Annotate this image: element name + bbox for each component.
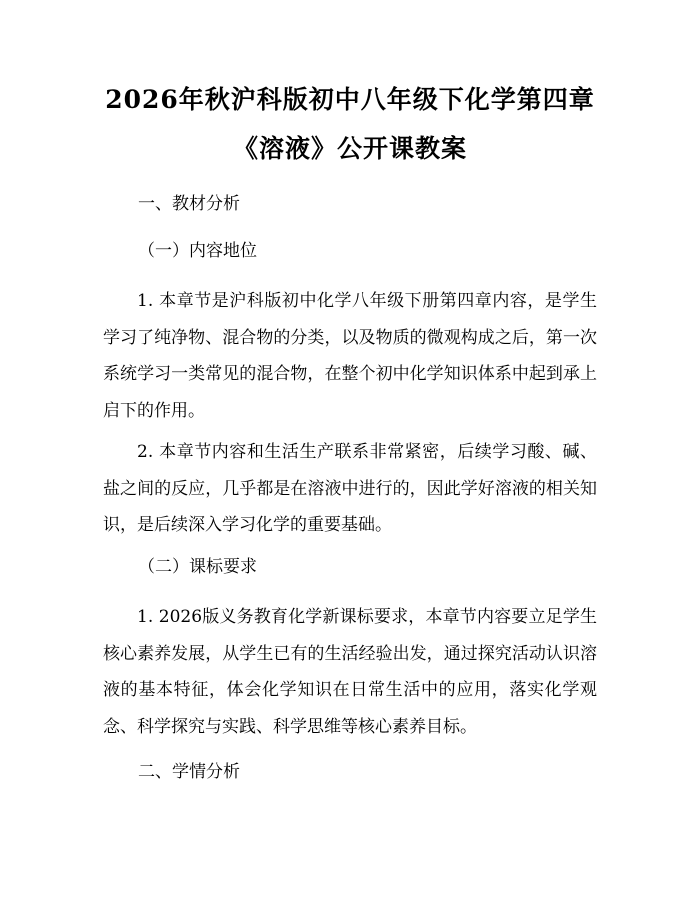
paragraph-content-position-2: 2. 本章节内容和生活生产联系非常紧密，后续学习酸、碱、盐之间的反应，几乎都是在溶液中进行的，因此学好溶液的相关知识，是后续深入学习化学的重要基础。 <box>103 442 597 535</box>
subsection-heading-content-position: （一）内容地位 <box>138 241 257 261</box>
paragraph-curriculum-requirements-1: 1. 2026版义务教育化学新课标要求，本章节内容要立足学生核心素养发展，从学生已有的生活经验出发，通过探究活动认识溶液的基本特征，体会化学知识在日常生活中的应用，落实化学观念、科学探究与实践、科学思维等核心素养目标。 <box>103 607 597 737</box>
paragraph-content-position-1: 1. 本章节是沪科版初中化学八年级下册第四章内容，是学生学习了纯净物、混合物的分类，以及物质的微观构成之后，第一次系统学习一类常见的混合物，在整个初中化学知识体系中起到承上启下的作用。 <box>103 291 597 421</box>
subsection-heading-curriculum-requirements: （二）课标要求 <box>138 557 257 577</box>
section-heading-textbook-analysis: 一、教材分析 <box>138 194 240 214</box>
document-title-line-1: 2026年秋沪科版初中八年级下化学第四章 <box>105 85 595 114</box>
document-title-line-2: 《溶液》公开课教案 <box>232 134 467 163</box>
section-heading-learner-analysis: 二、学情分析 <box>138 762 240 782</box>
